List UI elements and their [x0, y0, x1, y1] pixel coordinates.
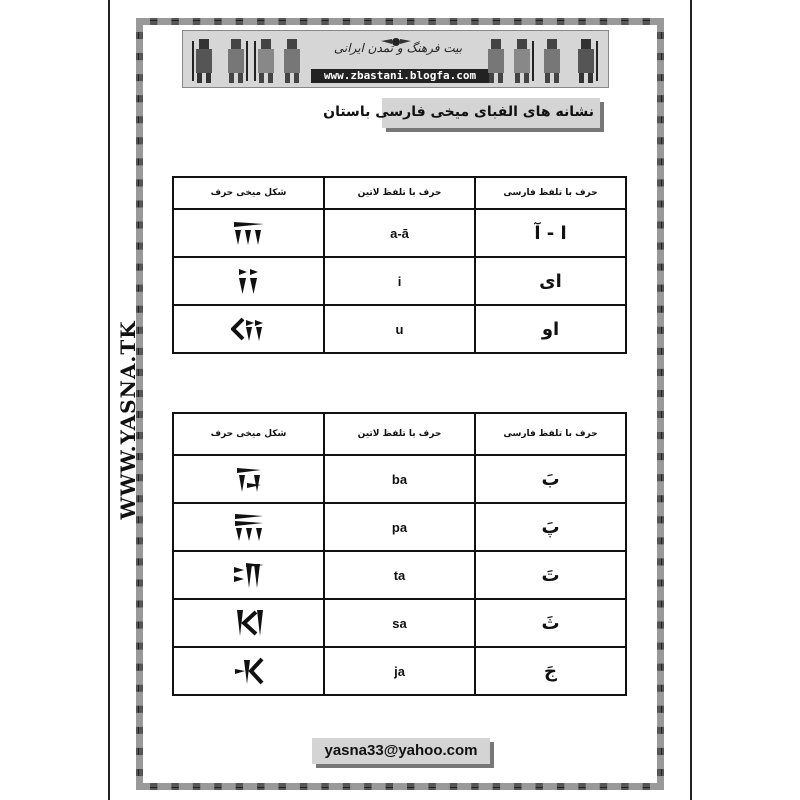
cuneiform-ba-icon [235, 465, 263, 493]
cuneiform-cell [173, 599, 324, 647]
column-header: حرف با تلفظ فارسی [475, 413, 626, 455]
cuneiform-ja-icon [234, 656, 264, 686]
persian-cell: ای [475, 257, 626, 305]
cuneiform-ta-icon [232, 561, 266, 589]
contact-email: yasna33@yahoo.com [312, 738, 490, 764]
banner-url: www.zbastani.blogfa.com [311, 69, 489, 83]
table-header-row [173, 413, 626, 455]
table-row [173, 503, 626, 551]
column-header: حرف با تلفظ فارسی [475, 177, 626, 209]
title-bar [323, 98, 600, 128]
persian-cell: پَ [475, 503, 626, 551]
latin-cell: u [324, 305, 475, 353]
side-website-label: WWW.YASNA.TK [116, 320, 140, 520]
persian-soldier-icon [253, 37, 279, 83]
persian-soldier-icon [223, 37, 249, 83]
table-row [173, 551, 626, 599]
persian-cell: جَ [475, 647, 626, 695]
cuneiform-cell [173, 305, 324, 353]
column-header: حرف با تلفظ لاتین [324, 413, 475, 455]
consonants-table [172, 412, 627, 696]
persian-soldier-icon [191, 37, 217, 83]
cuneiform-cell [173, 257, 324, 305]
persian-cell: او [475, 305, 626, 353]
persian-soldier-icon [483, 37, 509, 83]
table-row [173, 599, 626, 647]
cuneiform-a-icon [232, 220, 266, 246]
table-row [173, 305, 626, 353]
banner-slogan: بیت فرهنگ و تمدن ایرانی [333, 41, 463, 55]
vowels-table [172, 176, 627, 354]
table-row [173, 455, 626, 503]
table-header-row [173, 177, 626, 209]
column-header: حرف با تلفظ لاتین [324, 177, 475, 209]
cuneiform-u-icon [231, 316, 267, 342]
cuneiform-cell [173, 503, 324, 551]
header-banner [182, 30, 609, 88]
latin-cell: ta [324, 551, 475, 599]
cuneiform-cell [173, 209, 324, 257]
persian-soldier-icon [279, 37, 305, 83]
table-row [173, 209, 626, 257]
cuneiform-cell [173, 551, 324, 599]
column-header: شکل میخی حرف [173, 413, 324, 455]
cuneiform-cell [173, 455, 324, 503]
cuneiform-pa-icon [233, 512, 265, 542]
persian-soldier-icon [573, 37, 599, 83]
latin-cell: i [324, 257, 475, 305]
latin-cell: ba [324, 455, 475, 503]
persian-soldier-icon [509, 37, 535, 83]
latin-cell: sa [324, 599, 475, 647]
persian-soldier-icon [539, 37, 565, 83]
persian-cell: بَ [475, 455, 626, 503]
persian-cell: تَ [475, 551, 626, 599]
cuneiform-sa-icon [234, 608, 264, 638]
cuneiform-cell [173, 647, 324, 695]
latin-cell: a-ā [324, 209, 475, 257]
page-title: نشانه های الفبای میخی فارسی باستان [323, 104, 594, 120]
cuneiform-i-icon [237, 267, 261, 295]
persian-cell: ا - آ [475, 209, 626, 257]
table-row [173, 647, 626, 695]
latin-cell: ja [324, 647, 475, 695]
persian-cell: ثَ [475, 599, 626, 647]
latin-cell: pa [324, 503, 475, 551]
table-row [173, 257, 626, 305]
column-header: شکل میخی حرف [173, 177, 324, 209]
